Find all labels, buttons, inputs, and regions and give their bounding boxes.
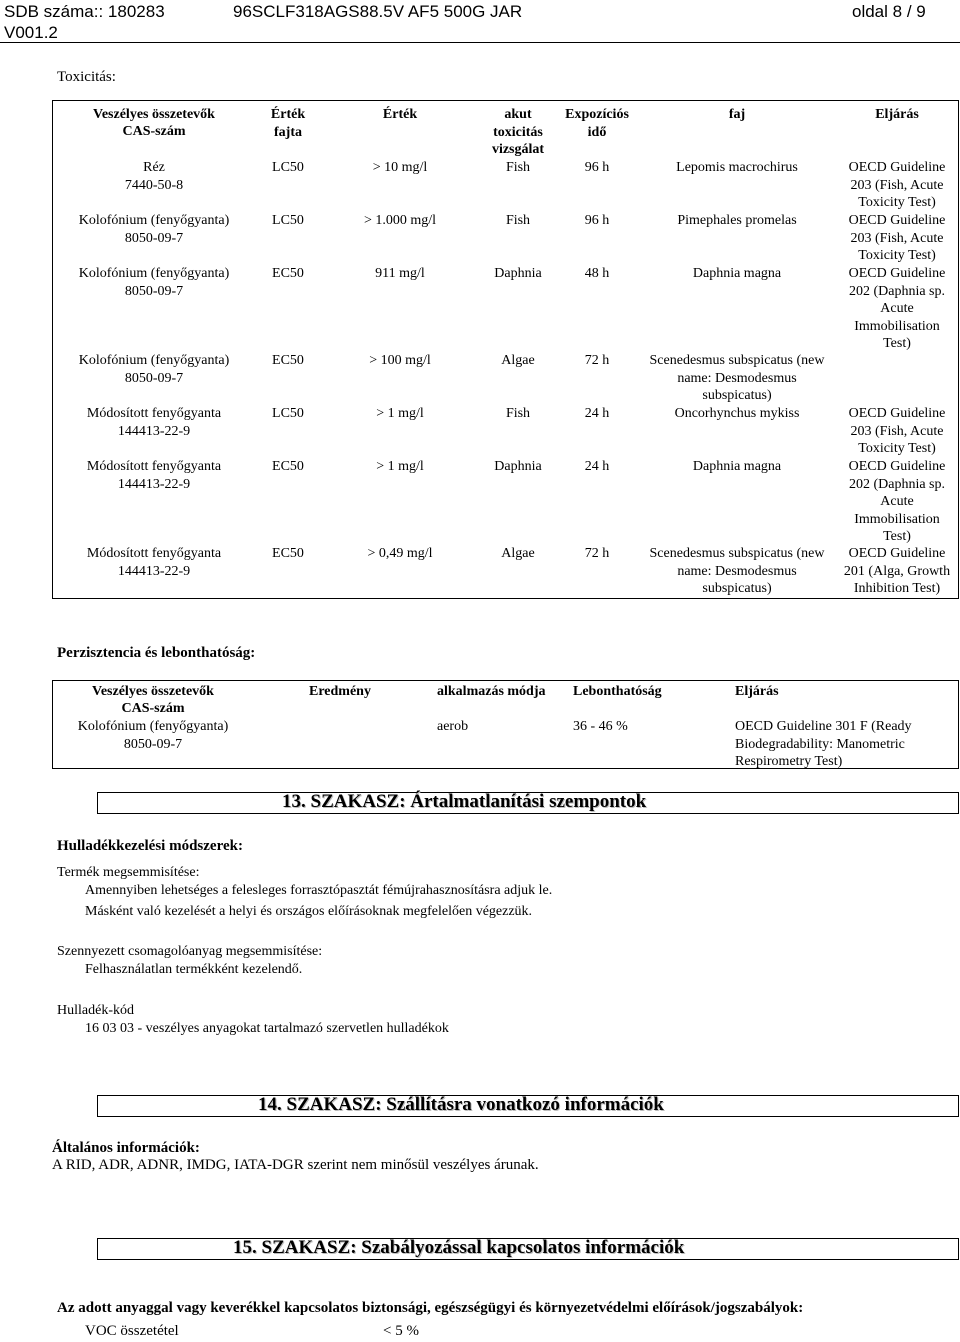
general-info-text: A RID, ADR, ADNR, IMDG, IATA-DGR szerint nem minősül veszélyes árunak.: [52, 1157, 539, 1173]
tox-value-type: EC50: [272, 546, 304, 561]
waste-code: 16 03 03 - veszélyes anyagokat tartalmazó szervetlen hulladékok: [85, 1021, 449, 1036]
tox-cas: 144413-22-9: [117, 564, 191, 579]
tox-species-line: subspicatus): [702, 388, 772, 403]
tox-cas: 7440-50-8: [124, 178, 184, 193]
tox-method-line: Toxicity Test): [858, 441, 936, 456]
product-code: 96SCLF318AGS88.5V AF5 500G JAR: [233, 2, 523, 21]
regulations-subtitle: Az adott anyaggal vagy keverékkel kapcsolatos biztonsági, egészségügyi és környezetvédelmi előírások/jogszabályok:: [57, 1300, 804, 1316]
tox-method: [839, 212, 955, 265]
tox-method-line: OECD Guideline: [848, 213, 946, 228]
sdb-number: SDB száma:: 180283: [4, 2, 165, 21]
tox-cas: 144413-22-9: [117, 424, 191, 439]
p-application: aerob: [437, 719, 469, 734]
tox-exposure: 96 h: [584, 213, 610, 228]
tox-species: [639, 545, 835, 598]
toxicity-table: [52, 100, 959, 599]
tox-acute-test: Daphnia: [494, 459, 542, 474]
tox-exposure: 72 h: [584, 546, 610, 561]
voc-label: VOC összetétel: [85, 1323, 179, 1339]
packaging-disposal-label: Szennyezett csomagolóanyag megsemmisítése:: [57, 944, 323, 959]
product-disposal-label: Termék megsemmisítése:: [57, 865, 200, 880]
tox-species: [639, 265, 835, 283]
general-info-label: Általános információk:: [52, 1140, 200, 1156]
tox-method-line: 203 (Fish, Acute: [850, 230, 944, 246]
p-component: Kolofónium (fenyőgyanta): [77, 719, 229, 734]
tox-species: [639, 352, 835, 405]
toxicity-title: Toxicitás:: [57, 69, 116, 85]
th-acute: akut toxicitás vizsgálat: [491, 107, 545, 157]
tox-component: Kolofónium (fenyőgyanta): [78, 353, 230, 368]
waste-code-label: Hulladék-kód: [57, 1003, 134, 1018]
tox-exposure: 48 h: [584, 266, 610, 281]
tox-species-line: Pimephales promelas: [677, 213, 797, 228]
version: V001.2: [4, 23, 58, 42]
tox-method: [839, 265, 955, 353]
tox-acute-test: Fish: [505, 160, 531, 175]
tox-exposure: 96 h: [584, 160, 610, 175]
tox-exposure: 24 h: [584, 406, 610, 421]
tox-value-type: EC50: [272, 353, 304, 368]
tox-value: > 1 mg/l: [376, 459, 424, 474]
th-component: Veszélyes összetevők: [93, 107, 215, 122]
section15-title: 15. SZAKASZ: Szabályozással kapcsolatos információk: [233, 1237, 685, 1258]
tox-value: > 0,49 mg/l: [367, 546, 433, 561]
packaging-disposal-line: Felhasználatlan termékként kezelendő.: [85, 962, 303, 977]
th-value: Érték: [382, 107, 418, 122]
tox-value-type: LC50: [272, 406, 304, 421]
tox-exposure: 72 h: [584, 353, 610, 368]
pth-cas: CAS-szám: [121, 701, 185, 716]
tox-species: [639, 159, 835, 177]
pth-application: alkalmazás módja: [437, 684, 546, 699]
tox-method: [839, 545, 955, 598]
tox-acute-test: Fish: [505, 406, 531, 421]
tox-acute-test: Algae: [501, 353, 535, 368]
pth-degradability: Lebonthatóság: [573, 684, 662, 699]
tox-value: > 10 mg/l: [372, 160, 428, 175]
pth-method: Eljárás: [735, 684, 779, 699]
persistence-title: Perzisztencia és lebonthatóság:: [57, 645, 256, 661]
voc-value: < 5 %: [383, 1323, 419, 1339]
tox-acute-test: Fish: [505, 213, 531, 228]
tox-method-line: OECD Guideline: [848, 546, 946, 561]
product-disposal-line-1: Amennyiben lehetséges a felesleges forrasztópasztát fémújrahasznosításra adjuk le.: [85, 883, 553, 898]
tox-cas: 8050-09-7: [124, 284, 184, 299]
tox-species-line: Oncorhynchus mykiss: [674, 406, 800, 421]
tox-component: Réz: [143, 160, 165, 175]
section14-title: 14. SZAKASZ: Szállításra vonatkozó információk: [258, 1094, 664, 1115]
tox-method: [839, 159, 955, 212]
tox-method-line: Immobilisation: [854, 318, 940, 334]
tox-species-line: Scenedesmus subspicatus (new: [649, 353, 825, 368]
th-value-type: Érték fajta: [270, 107, 306, 140]
product-disposal-line-2: Másként való kezelését a helyi és országos előírásoknak megfelelően végezzük.: [85, 904, 533, 919]
persistence-table: [52, 680, 959, 769]
p-method: OECD Guideline 301 F (Ready Biodegradability: Manometric Respirometry Test): [735, 719, 912, 769]
tox-method-line: Toxicity Test): [858, 195, 936, 210]
tox-species-line: Lepomis macrochirus: [676, 160, 798, 175]
tox-value: > 1 mg/l: [376, 406, 424, 421]
tox-species-line: Daphnia magna: [692, 459, 782, 474]
pth-result: Eredmény: [309, 684, 371, 699]
tox-acute-test: Algae: [501, 546, 535, 561]
tox-value: > 100 mg/l: [369, 353, 431, 368]
tox-component: Módosított fenyőgyanta: [86, 546, 222, 561]
page-number: oldal 8 / 9: [852, 2, 926, 21]
tox-component: Kolofónium (fenyőgyanta): [78, 266, 230, 281]
tox-component: Módosított fenyőgyanta: [86, 459, 222, 474]
tox-cas: 144413-22-9: [117, 477, 191, 492]
tox-method-line: 203 (Fish, Acute: [850, 177, 944, 193]
tox-acute-test: Daphnia: [494, 266, 542, 281]
tox-value-type: LC50: [272, 160, 304, 175]
tox-method-line: Inhibition Test): [853, 581, 941, 596]
tox-method-line: OECD Guideline: [848, 266, 946, 281]
tox-method-line: 202 (Daphnia sp.: [848, 476, 946, 492]
tox-species-line: Scenedesmus subspicatus (new: [649, 546, 825, 561]
tox-value: > 1.000 mg/l: [363, 213, 437, 228]
header-divider: [0, 42, 960, 43]
tox-value: 911 mg/l: [375, 266, 425, 281]
waste-methods-label: Hulladékkezelési módszerek:: [57, 838, 243, 854]
tox-species: [639, 458, 835, 476]
pth-component: Veszélyes összetevők: [92, 684, 214, 699]
tox-species-line: name: Desmodesmus: [677, 370, 797, 386]
tox-species-line: name: Desmodesmus: [677, 563, 797, 579]
tox-method-line: OECD Guideline: [848, 160, 946, 175]
p-degradability: 36 - 46 %: [573, 719, 628, 734]
tox-method-line: OECD Guideline: [848, 406, 946, 421]
p-cas: 8050-09-7: [123, 737, 183, 752]
th-method: Eljárás: [875, 107, 919, 122]
tox-cas: 8050-09-7: [124, 231, 184, 246]
tox-species: [639, 212, 835, 230]
tox-species: [639, 405, 835, 423]
tox-method-line: Acute: [880, 301, 914, 316]
tox-method: [839, 458, 955, 546]
section13-title: 13. SZAKASZ: Ártalmatlanítási szempontok: [282, 791, 647, 812]
th-cas: CAS-szám: [122, 124, 186, 139]
tox-method-line: Acute: [880, 494, 914, 509]
tox-method-line: 202 (Daphnia sp.: [848, 283, 946, 299]
th-exposure: Expozíciós idő: [565, 107, 629, 140]
tox-value-type: EC50: [272, 266, 304, 281]
tox-method-line: 201 (Alga, Growth: [843, 563, 951, 579]
tox-value-type: EC50: [272, 459, 304, 474]
tox-species-line: subspicatus): [702, 581, 772, 596]
tox-exposure: 24 h: [584, 459, 610, 474]
tox-method-line: Test): [883, 336, 911, 351]
tox-method-line: Toxicity Test): [858, 248, 936, 263]
tox-component: Kolofónium (fenyőgyanta): [78, 213, 230, 228]
tox-value-type: LC50: [272, 213, 304, 228]
th-species: faj: [728, 107, 746, 122]
tox-method-line: Immobilisation: [854, 511, 940, 527]
tox-method: [839, 405, 955, 458]
tox-method-line: 203 (Fish, Acute: [850, 423, 944, 439]
tox-species-line: Daphnia magna: [692, 266, 782, 281]
tox-method-line: OECD Guideline: [848, 459, 946, 474]
tox-component: Módosított fenyőgyanta: [86, 406, 222, 421]
tox-cas: 8050-09-7: [124, 371, 184, 386]
tox-method-line: Test): [883, 529, 911, 544]
